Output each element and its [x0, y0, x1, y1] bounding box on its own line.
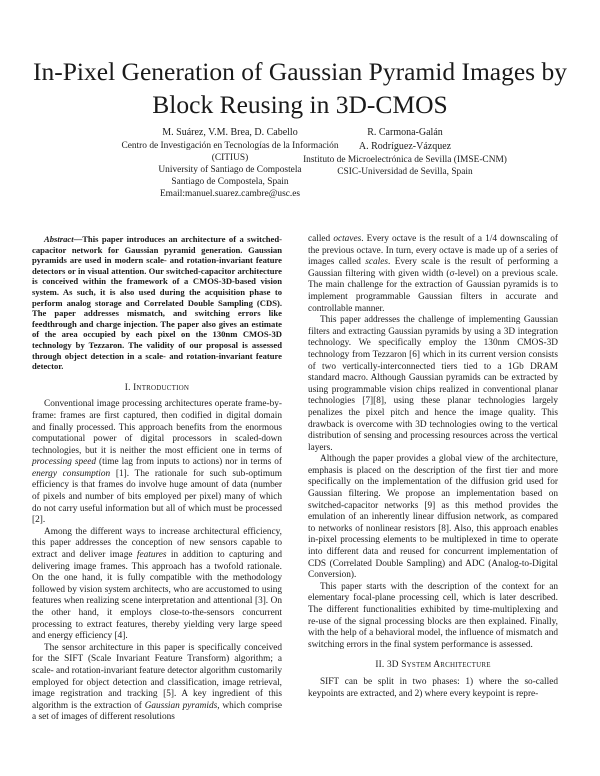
author-names: M. Suárez, V.M. Brea, D. Cabello: [162, 127, 298, 138]
body-paragraph: [32, 527, 282, 643]
section-heading-architecture: II. 3D System Architecture: [375, 660, 491, 671]
author-email: Email:manuel.suarez.cambre@usc.es: [159, 189, 301, 199]
body-paragraph: [32, 399, 282, 527]
affiliation-line: Centro de Investigación en Tecnologías de la Información: [121, 141, 339, 151]
affiliation-line: CSIC-Universidad de Sevilla, Spain: [337, 167, 473, 177]
section-heading-introduction: I. Introduction: [124, 382, 190, 393]
text-run: , which comprise a set of images of different resolutions: [32, 700, 282, 723]
body-paragraph: This paper addresses the challenge of implementing Gaussian filters and extracting Gaussian pyramids by using a 3D integration technology. We specifically employ the 130nm CMOS-3D technology from Tezzaron [6] which in its current version consists of two vertically-interconnected tiers tied to a 1Gb DRAM standard macro. Although Gaussian pyramids can be extracted by using programmable vision chips realized in conventional planar technologies [7][8], using these planar technologies largely penalizes the pixel pitch and hence the image quality. This drawback is overcome with 3D technologies owing to the vertical distribution of sensing and processing resources across the vertical layers.: [308, 315, 558, 453]
text-run: . Every octave is the result of a 1/4 downscaling of the previous octave. In turn, every octave is made up of a series of images called: [308, 234, 558, 268]
text-run: The sensor architecture in this paper is specifically conceived for the SIFT (Scale Invariant Feature Transform) algorithm; a scale- and rotation-invariant feature detector algorithm customarily employed for object detection and classification, image retrieval, image registration and tracking [5]. A key ingredient of this algorithm is the extraction of: [32, 642, 282, 711]
body-paragraph: Although the paper provides a global view of the architecture, emphasis is placed on the description of the first tier and more specifically on the implementation of the diffusion grid used for Gaussian filtering. We propose an implementation based on switched-capacitor networks [9] as this method provides the emulation of an inherently linear diffusion network, as compared to networks of nonlinear resistors [8]. Also, this approach enables in-pixel processing elements to be multiplexed in time to operate into different data and reused for concurrent implementation of CDS (Correlated Double Sampling) and ADC (Analog-to-Digital Conversion).: [308, 454, 558, 581]
author-names: A. Rodríguez-Vázquez: [358, 141, 452, 152]
body-paragraph: This paper starts with the description of the context for an elementary focal-plane processing cell, which is later described. The different functionalities exhibited by time-multiplexing and re-use of the signal processing blocks are then explained. Finally, with the help of a behavioral model, the influence of mismatch and switching errors in the final system performance is assessed.: [308, 581, 558, 650]
emphasis-text: energy consumption: [32, 468, 111, 479]
emphasis-text: Gaussian pyramids: [144, 700, 218, 711]
emphasis-text: octaves: [333, 234, 362, 244]
body-paragraph: [308, 234, 558, 315]
body-paragraph: SIFT can be split in two phases: 1) where the so-called keypoints are extracted, and 2) where every keypoint is repre-: [308, 676, 558, 699]
right-column: [308, 234, 558, 700]
affiliation-line: University of Santiago de Compostela: [158, 165, 302, 175]
body-paragraph: [32, 643, 282, 724]
text-run: in addition to capturing and delivering image frames. This approach has a twofold rationale. On the one hand, it is fully compatible with the methodology followed by vision system architects, who are accustomed to using features when realizing scene interpretation and attentional [3]. On the other hand, it employs close-to-the-sensors concurrent processing to extract features, thereby yielding very large speed and energy efficiency [4].: [32, 550, 282, 642]
affiliation-line: (CITIUS): [211, 153, 249, 163]
emphasis-text: scales: [365, 257, 389, 268]
text-run: Among the different ways to increase architectural efficiency, this paper addresses the conception of new sensors capable to extract and deliver image: [32, 526, 282, 561]
text-run: [1]. The rationale for such sub-optimum efficiency is that frames do involve huge amount of data (number of pixels and number of bits employed per pixel) many of which do not carry useful information but all of which must be processed [2].: [32, 468, 282, 526]
left-column: [32, 234, 282, 724]
abstract: [32, 234, 282, 372]
emphasis-text: features: [136, 550, 167, 561]
abstract-text: —This paper introduces an architecture of a switched-capacitor network for Gaussian pyramid generation. Gaussian pyramids are used in modern scale- and rotation-invariant feature detectors or in visual attention. Our switched-capacitor architecture is conceived within the framework of a CMOS-3D-based vision system. As such, it is also used during the acquisition phase to perform analog storage and Correlated Double Sampling (CDS). The paper addresses mismatch, and switching errors like feedthrough and charge injection. The paper also gives an estimate of the area occupied by each pixel on the 130nm CMOS-3D technology by Tezzaron. The validity of our proposal is assessed through object detection in a scale- and rotation-invariant feature detector.: [32, 234, 282, 372]
text-run: called: [308, 234, 334, 244]
emphasis-text: processing speed: [32, 457, 97, 468]
author-names: R. Carmona-Galán: [367, 127, 443, 138]
affiliation-line: Santiago de Compostela, Spain: [171, 177, 289, 187]
abstract-lead: Abstract: [44, 234, 74, 244]
text-run: . Every scale is the result of performing a Gaussian filtering with given width (σ-level) on a previous scale. The main challenge for the extraction of Gaussian pyramids is to implement programmable Gaussian filters in accurate and controllable manner.: [308, 257, 558, 314]
affiliation-line: Instituto de Microelectrónica de Sevilla (IMSE-CNM): [303, 155, 507, 165]
paper-title: In-Pixel Generation of Gaussian Pyramid Images by Block Reusing in 3D-CMOS: [33, 57, 567, 119]
author-block-right: [300, 126, 510, 178]
text-run: Conventional image processing architectures operate frame-by-frame: frames are first captured, then codified in digital domain and finally processed. This approach benefits from the enormous computational power of digital processors in scaled-down technologies, but it is neither the most efficient one in terms of: [32, 399, 282, 456]
text-run: (time lag from inputs to actions) nor in terms of: [96, 457, 282, 468]
